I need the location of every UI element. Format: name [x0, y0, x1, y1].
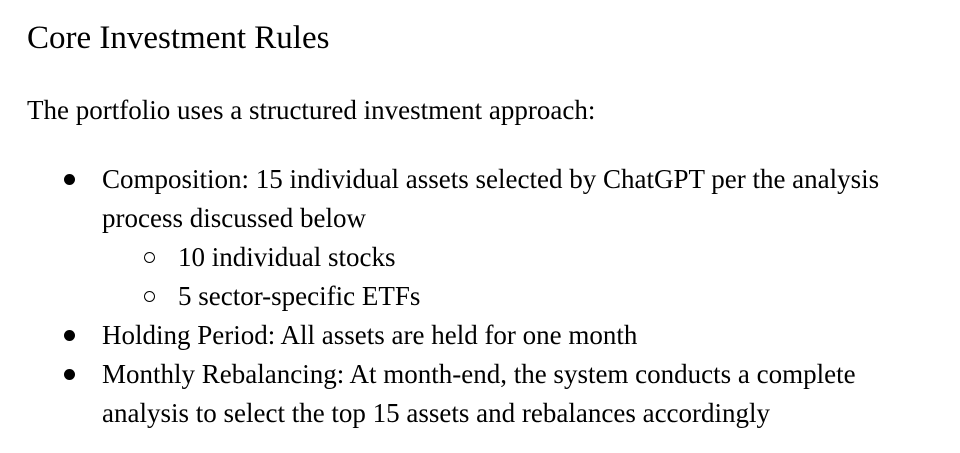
sublist-item-text: 10 individual stocks [178, 242, 396, 272]
sublist-item-stocks [102, 238, 960, 277]
list-item-text: Composition: 15 individual assets selected by ChatGPT per the analysis [102, 164, 880, 194]
list-item-holding-period [0, 316, 960, 355]
section-heading: Core Investment Rules [27, 20, 330, 56]
sublist-item-text: 5 sector-specific ETFs [178, 281, 421, 311]
list-item-text-continued: process discussed below [102, 203, 366, 233]
list-item-text: Holding Period: All assets are held for one month [102, 320, 638, 350]
sublist-item-etfs [102, 277, 960, 316]
hollow-bullet-icon [144, 291, 155, 302]
hollow-bullet-icon [144, 252, 155, 263]
bullet-icon [64, 330, 75, 341]
list-item-text: Monthly Rebalancing: At month-end, the system conducts a complete [102, 359, 856, 389]
bullet-icon [64, 174, 75, 185]
list-item-text-continued: analysis to select the top 15 assets and rebalances accordingly [102, 398, 771, 428]
list-item-monthly-rebalancing [0, 355, 960, 433]
list-item-composition [0, 160, 960, 316]
intro-paragraph: The portfolio uses a structured investment approach: [27, 95, 596, 125]
composition-sublist [102, 238, 960, 316]
rules-list [0, 160, 960, 433]
bullet-icon [64, 369, 75, 380]
